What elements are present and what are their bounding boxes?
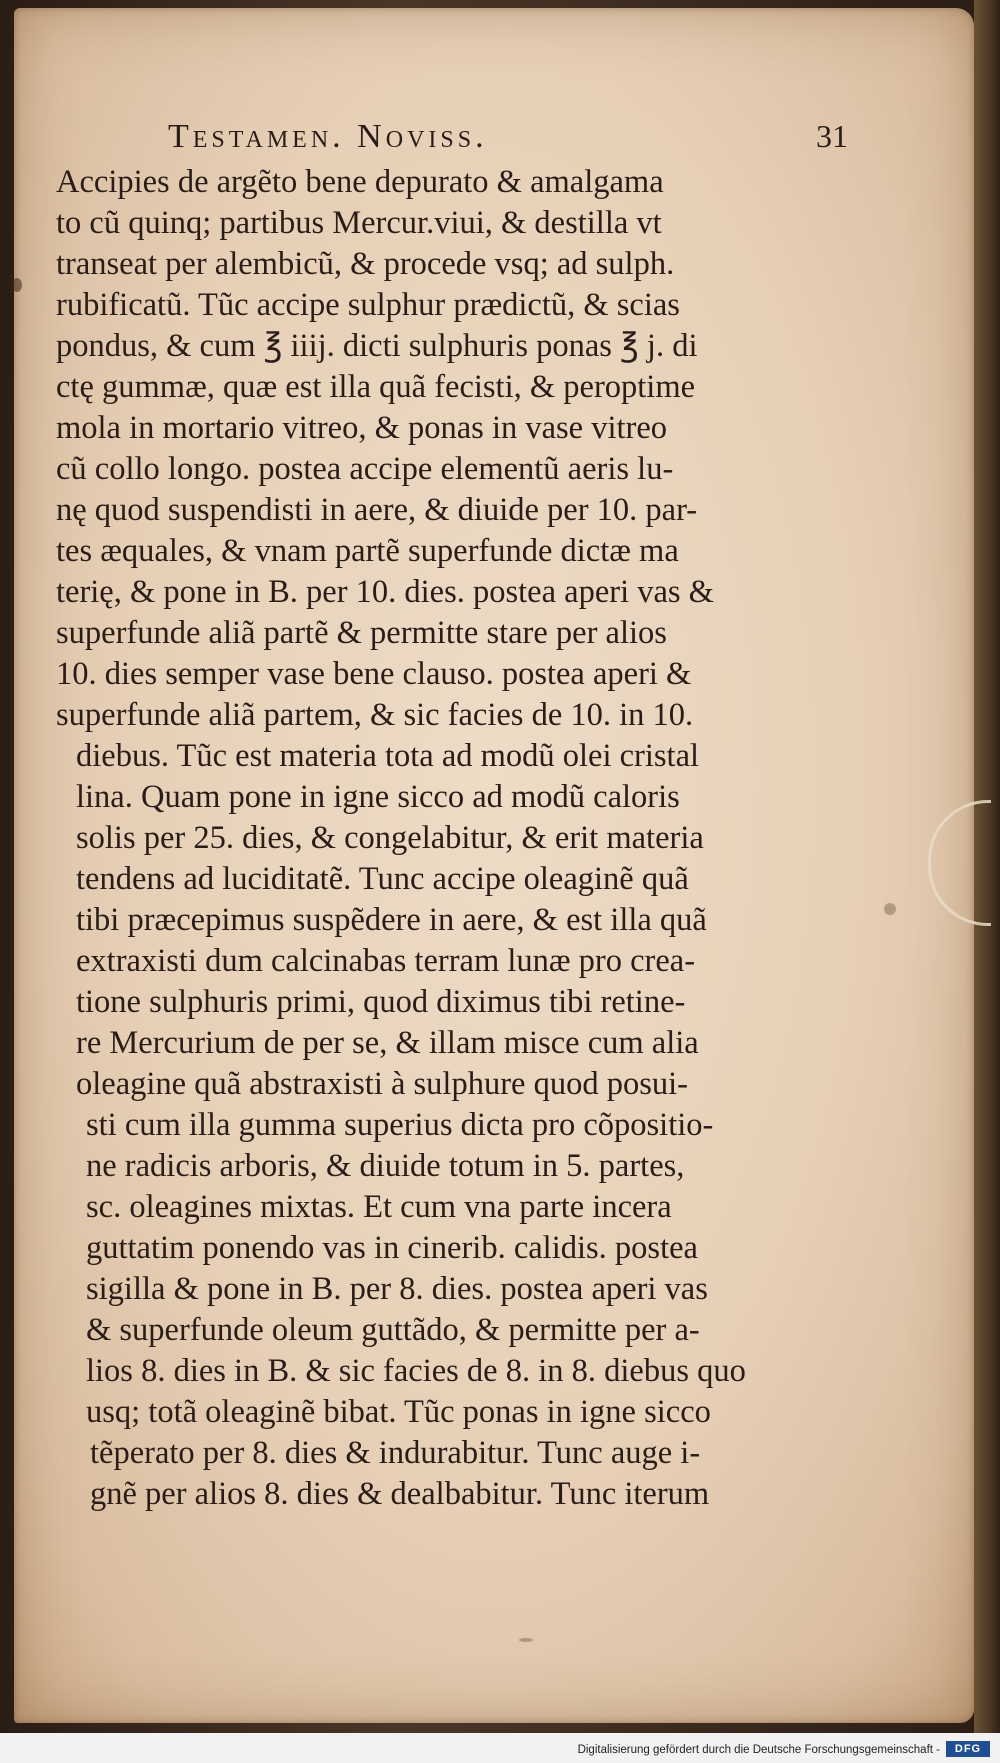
text-line: pondus, & cum ℥ iiij. dicti sulphuris ponas ℥ j. di — [56, 328, 698, 364]
text-line: terię, & pone in B. per 10. dies. postea aperi vas & — [56, 574, 714, 610]
page-number: 31 — [816, 118, 848, 154]
page-header — [168, 118, 848, 162]
text-line: tibi præcepimus suspẽdere in aere, & est illa quã — [76, 902, 707, 938]
text-line: tẽperato per 8. dies & indurabitur. Tunc auge i- — [90, 1435, 701, 1471]
text-line: mola in mortario vitreo, & ponas in vase vitreo — [56, 410, 668, 446]
text-line: cũ collo longo. postea accipe elementũ aeris lu- — [56, 451, 674, 487]
text-line: to cũ quinq; partibus Mercur.viui, & destilla vt — [56, 205, 662, 241]
digitization-note: Digitalisierung gefördert durch die Deutsche Forschungsgemeinschaft - — [577, 1744, 940, 1756]
page-speck — [884, 903, 896, 915]
text-line: lina. Quam pone in igne sicco ad modũ caloris — [76, 779, 680, 815]
text-line: gnẽ per alios 8. dies & dealbabitur. Tunc iterum — [90, 1476, 710, 1512]
text-line: solis per 25. dies, & congelabitur, & erit materia — [76, 820, 704, 856]
text-line: diebus. Tũc est materia tota ad modũ olei cristal — [76, 738, 700, 774]
text-line: superfunde aliã partem, & sic facies de 10. in 10. — [56, 697, 694, 733]
page-speck — [12, 278, 22, 292]
text-line: transeat per alembicũ, & procede vsq; ad sulph. — [56, 246, 675, 282]
text-line: tione sulphuris primi, quod diximus tibi retine- — [76, 984, 686, 1020]
text-line: tendens ad luciditatẽ. Tunc accipe oleaginẽ quã — [76, 861, 689, 897]
text-line: ne radicis arboris, & diuide totum in 5. partes, — [86, 1148, 685, 1184]
text-line: oleagine quã abstraxisti à sulphure quod posui- — [76, 1066, 688, 1102]
text-line: rubificatũ. Tũc accipe sulphur prædictũ, & scias — [56, 287, 680, 323]
running-head: Testamen. Noviss. — [168, 118, 488, 155]
text-line: usq; totã oleaginẽ bibat. Tũc ponas in igne sicco — [86, 1394, 711, 1430]
text-line: re Mercurium de per se, & illam misce cum alia — [76, 1025, 699, 1061]
text-line: 10. dies semper vase bene clauso. postea aperi & — [56, 656, 692, 692]
text-line: tes æquales, & vnam partẽ superfunde dictæ ma — [56, 533, 679, 569]
text-line: sc. oleagines mixtas. Et cum vna parte incera — [86, 1189, 672, 1225]
text-line: sti cum illa gumma superius dicta pro cõpositio- — [86, 1107, 714, 1143]
text-line: & superfunde oleum guttãdo, & permitte per a- — [86, 1312, 700, 1348]
text-line: nę quod suspendisti in aere, & diuide per 10. par- — [56, 492, 698, 528]
text-line: guttatim ponendo vas in cinerib. calidis. postea — [86, 1230, 698, 1266]
text-line: lios 8. dies in B. & sic facies de 8. in 8. diebus quo — [86, 1353, 746, 1389]
dfg-logo: DFG — [946, 1741, 990, 1757]
text-line: superfunde aliã partẽ & permitte stare per alios — [56, 615, 667, 651]
page-speck — [519, 1638, 533, 1642]
text-line: Accipies de argẽto bene depurato & amalgama — [56, 164, 664, 200]
body-text — [56, 162, 856, 1515]
footer-strip — [0, 1733, 1000, 1763]
text-line: sigilla & pone in B. per 8. dies. postea aperi vas — [86, 1271, 708, 1307]
text-line: ctę gummæ, quæ est illa quã fecisti, & peroptime — [56, 369, 696, 405]
text-line: extraxisti dum calcinabas terram lunæ pro crea- — [76, 943, 696, 979]
